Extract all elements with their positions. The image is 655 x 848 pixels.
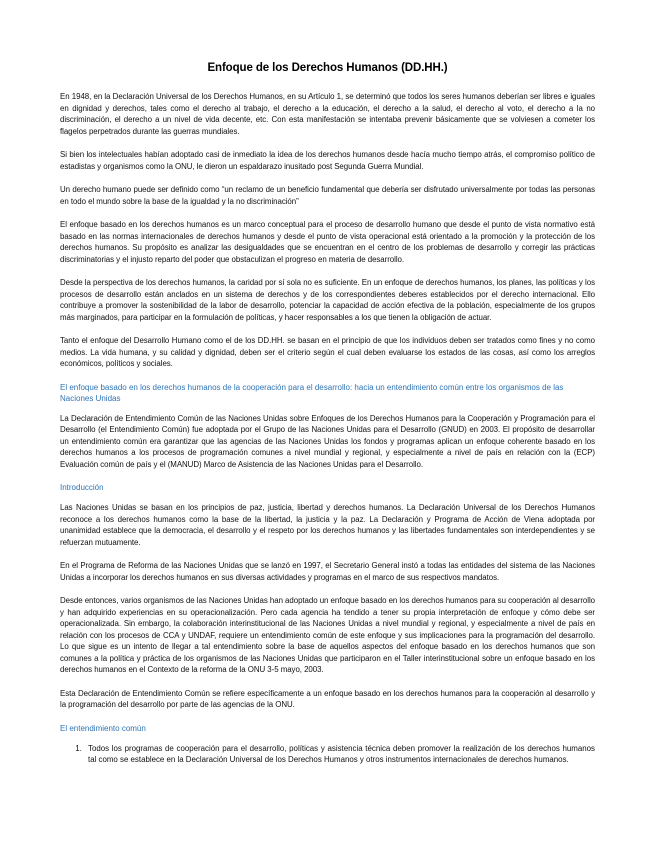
section2-paragraph-2: En el Programa de Reforma de las Naciones Unidas que se lanzó en 1997, el Secretario General instó a todas las entidades del sistema de las Naciones Unidas a incorporar los derechos humanos en sus diversas actividades y programas en el marco de sus respectivos mandatos. (60, 561, 595, 582)
list-item: 1. Todos los programas de cooperación para el desarrollo, políticas y asistencia técnica deben promover la realización de los derechos humanos tal como se establece en la Declaración Universal de los Derechos Humanos y otros instrumentos internacionales de derechos humanos. (84, 743, 595, 766)
intro-paragraph-1: En 1948, en la Declaración Universal de los Derechos Humanos, en su Artículo 1, se determinó que todos los seres humanos deberían ser libres e iguales en dignidad y derechos, tales como el derecho al trabajo, el derecho a la educación, el derecho a la salud, el derecho al voto, el derecho a la no discriminación, el derecho a un nivel de vida decente, etc. Con esta manifestación se intentaba prevenir básicamente que se volviesen a cometer los flagelos perpetrados durante las guerras mundiales. (60, 92, 595, 136)
intro-paragraph-5: Desde la perspectiva de los derechos humanos, la caridad por sí sola no es suficiente. En un enfoque de derechos humanos, los planes, las políticas y los procesos de desarrollo están anclados en un sistema de derechos y de los correspondientes deberes establecidos por el derecho internacional. Ello contribuye a promover la sostenibilidad de la labor de desarrollo, potenciar la capacidad de acción efectiva de la población, especialmente de los grupos más marginados, para participar en la formulación de políticas, y hacer responsables a los que tienen la obligación de actuar. (60, 278, 595, 322)
intro-paragraph-2: Si bien los intelectuales habían adoptado casi de inmediato la idea de los derechos humanos desde hacía mucho tiempo atrás, el compromiso político de estadistas y organismos como la ONU, le dieron un espaldarazo inusitado post Segunda Guerra Mundial. (60, 150, 595, 171)
intro-paragraph-4: El enfoque basado en los derechos humanos es un marco conceptual para el proceso de desarrollo humano que desde el punto de vista normativo está basado en las normas internacionales de derechos humanos y desde el punto de vista operacional está orientado a la promoción y la protección de los derechos humanos. Su propósito es analizar las desigualdades que se encuentran en el centro de los problemas de desarrollo y corregir las prácticas discriminatorias y el injusto reparto del poder que obstaculizan el progreso en materia de desarrollo. (60, 220, 595, 264)
common-understanding-list (60, 743, 595, 766)
section-heading-introduccion: Introducción (60, 483, 104, 492)
intro-paragraph-3: Un derecho humano puede ser definido como “un reclamo de un beneficio fundamental que debería ser disfrutado universalmente por todas las personas en todo el mundo sobre la base de la igualdad y la no discriminación” (60, 185, 595, 206)
section2-paragraph-4: Esta Declaración de Entendimiento Común se refiere específicamente a un enfoque basado en los derechos humanos para la cooperación al desarrollo y la programación del desarrollo por parte de las agencias de la ONU. (60, 688, 595, 709)
intro-paragraph-6: Tanto el enfoque del Desarrollo Humano como el de los DD.HH. se basan en el principio de que los individuos deben ser tratados como fines y no como medios. La vida humana, y su calidad y dignidad, deben ser el criterio según el cual deben evaluarse los estados de las cosas, así como los arreglos económicos, políticos y sociales. (60, 336, 595, 368)
section-heading-common-understanding-approach: El enfoque basado en los derechos humanos de la cooperación para el desarrollo: hacia un entendimiento común entre los organismos de las Naciones Unidas (60, 382, 564, 403)
section-heading-entendimiento-comun: El entendimiento común (60, 723, 146, 733)
document-title: Enfoque de los Derechos Humanos (DD.HH.) (207, 62, 448, 74)
section2-paragraph-1: Las Naciones Unidas se basan en los principios de paz, justicia, libertad y derechos humanos. La Declaración Universal de los Derechos Humanos reconoce a los derechos humanos como la base de la libertad, la justicia y la paz. La Declaración y Programa de Acción de Viena adoptada por unanimidad establece que la democracia, el desarrollo y el respeto por los derechos humanos y las libertades fundamentales son interdependientes y se refuerzan mutuamente. (60, 503, 595, 547)
section1-paragraph: La Declaración de Entendimiento Común de las Naciones Unidas sobre Enfoques de los Derechos Humanos para la Cooperación y Programación para el Desarrollo (el Entendimiento Común) fue adoptada por el Grupo de las Naciones Unidas para el Desarrollo (GNUD) en 2003. El propósito de desarrollar un entendimiento común era garantizar que las agencias de las Naciones Unidas los fondos y programas aplican un enfoque coherente basado en los derechos humanos a los procesos de programación comunes a nivel mundial y regional, y especialmente a nivel de país en relación con la (ECP) Evaluación común de país y el (MANUD) Marco de Asistencia de las Naciones Unidas para el Desarrollo. (60, 413, 595, 469)
section2-paragraph-3: Desde entonces, varios organismos de las Naciones Unidas han adoptado un enfoque basado en los derechos humanos para su cooperación al desarrollo y han adquirido experiencias en su operacionalización. Pero cada agencia ha tendido a tener su propia interpretación de enfoque y cómo debe ser operacionalizada. Sin embargo, la colaboración interinstitucional de las Naciones Unidas a nivel mundial y regional, y especialmente a nivel de país en relación con los procesos de CCA y UNDAF, requiere un entendimiento común de este enfoque y sus implicaciones para la programación del desarrollo. Lo que sigue es un intento de llegar a tal entendimiento sobre la base de aquellos aspectos del enfoque basado en los derechos humanos que son comunes a la política y práctica de los organismos de las Naciones Unidas que participaron en el Taller interinstitucional sobre un enfoque basado en los derechos humanos en el Contexto de la reforma de la ONU 3-5 mayo, 2003. (60, 596, 595, 674)
